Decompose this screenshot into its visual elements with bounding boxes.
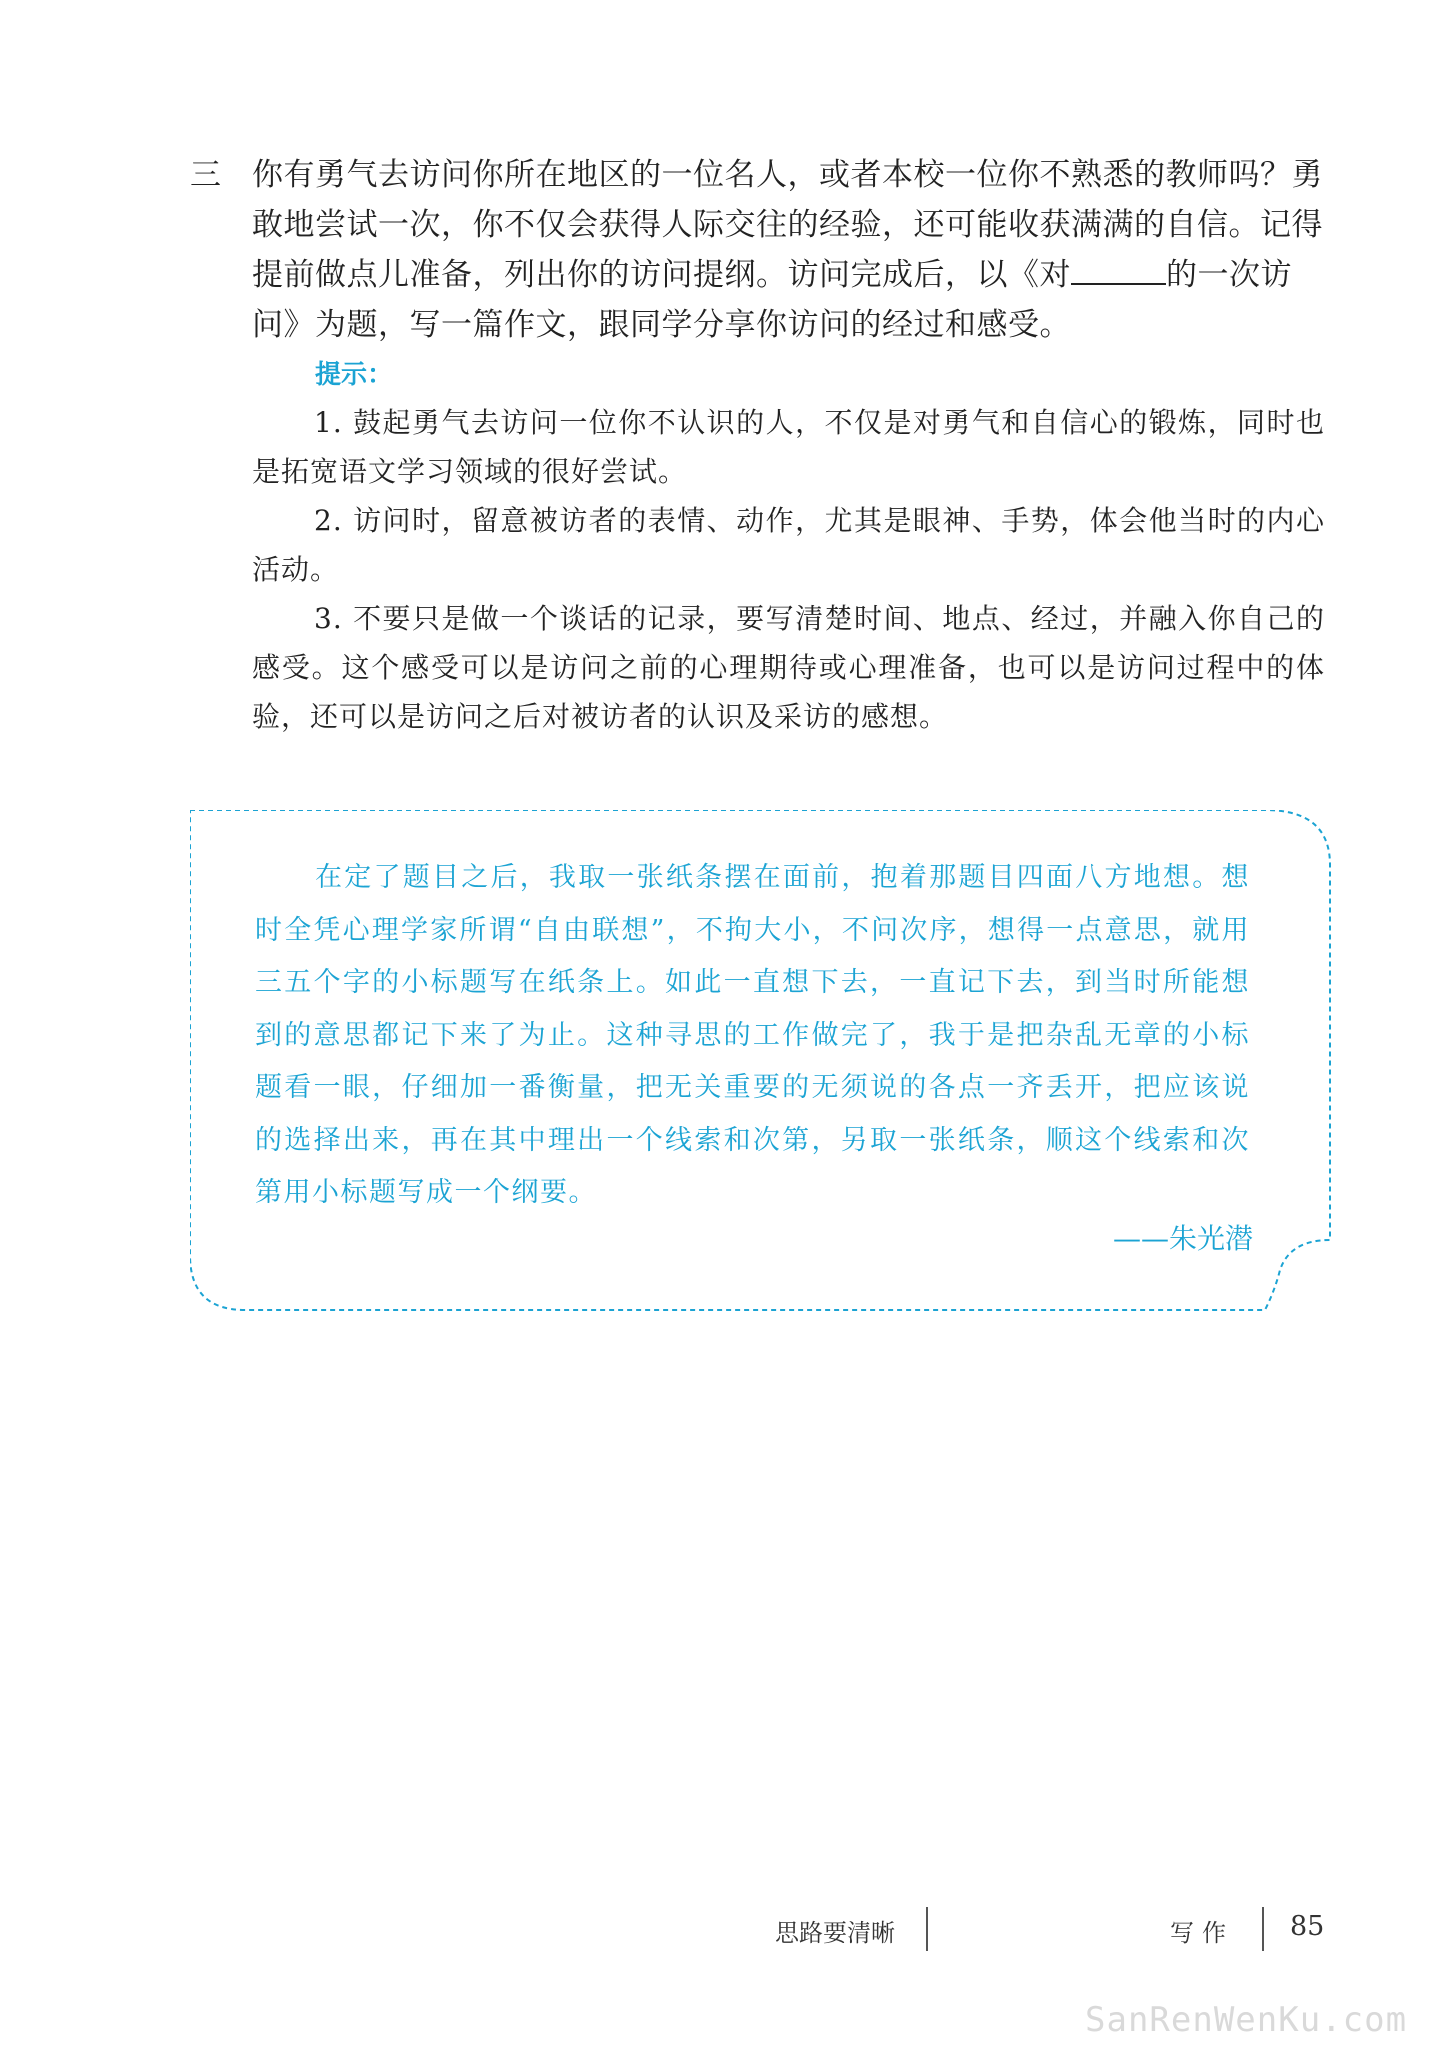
- hint-item-3: 3. 不要只是做一个谈话的记录，要写清楚时间、地点、经过，并融入你自己的感受。这个感受可以是访问之前的心理期待或心理准备，也可以是访问过程中的体验，还可以是访问之后对被访者的认识及采访的感想。: [252, 602, 1325, 733]
- hint-item-2: 2. 访问时，留意被访者的表情、动作，尤其是眼神、手势，体会他当时的内心活动。: [252, 504, 1325, 586]
- writing-task: [190, 150, 1325, 741]
- hint-item-1: 1. 鼓起勇气去访问一位你不认识的人，不仅是对勇气和自信心的锻炼，同时也是拓宽语文学习领域的很好尝试。: [252, 406, 1325, 488]
- footer-divider: [926, 1907, 928, 1951]
- quote-box: [190, 810, 1335, 1315]
- quote-text: 在定了题目之后，我取一张纸条摆在面前，抱着那题目四面八方地想。想时全凭心理学家所谓“自由联想”，不拘大小，不问次序，想得一点意思，就用三五个字的小标题写在纸条上。如此一直想下去，一直记下去，到当时所能想到的意思都记下来了为止。这种寻思的工作做完了，我于是把杂乱无章的小标题看一眼，仔细加一番衡量，把无关重要的无须说的各点一齐丢开，把应该说的选择出来，再在其中理出一个线索和次第，另取一张纸条，顺这个线索和次第用小标题写成一个纲要。: [255, 862, 1250, 1208]
- task-number: 三: [190, 157, 221, 193]
- watermark: SanRenWenKu.com: [1085, 2000, 1408, 2040]
- task-text: [252, 150, 1325, 350]
- task-text-before-blank: 你有勇气去访问你所在地区的一位名人，或者本校一位你不熟悉的教师吗？勇敢地尝试一次，你不仅会获得人际交往的经验，还可能收获满满的自信。记得提前做点儿准备，列出你的访问提纲。访问完成后，以《对: [252, 157, 1323, 293]
- footer-divider: [1262, 1907, 1264, 1951]
- footer-unit-title: 写作: [1170, 1919, 1234, 1947]
- task-text-after-blank: 的一次访问》为题，写一篇作文，跟同学分享你访问的经过和感受。: [252, 257, 1292, 343]
- footer-section-title: 思路要清晰: [775, 1919, 895, 1947]
- fill-blank: [1071, 253, 1166, 285]
- page-number: 85: [1290, 1911, 1325, 1942]
- hints-title: 提示：: [315, 360, 394, 390]
- page-footer: [0, 1905, 1449, 1955]
- quote-author: ——朱光潜: [1112, 1222, 1253, 1255]
